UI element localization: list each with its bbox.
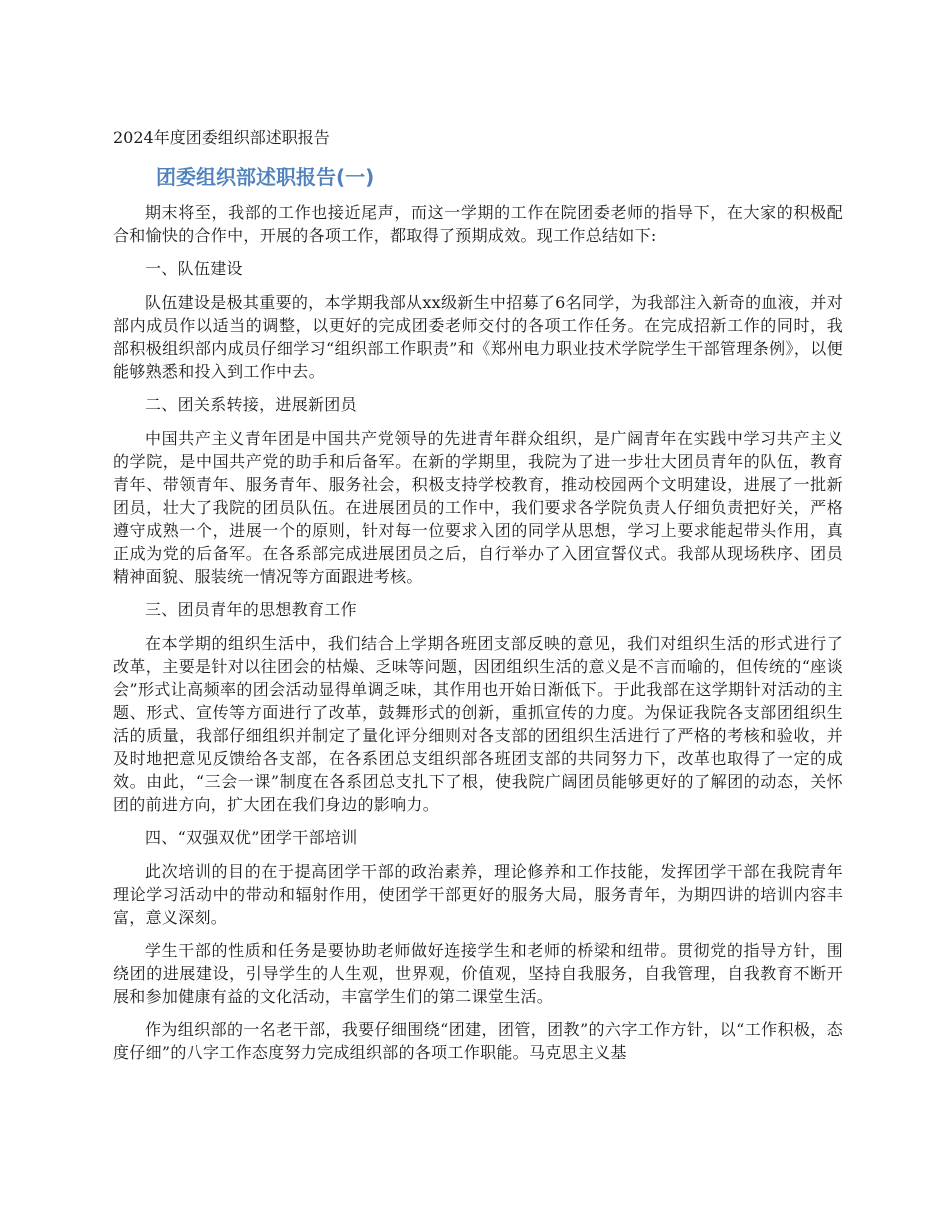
section-heading-2: 二、团关系转接，进展新团员: [145, 395, 357, 414]
section-heading-3: 三、团员青年的思想教育工作: [145, 600, 357, 619]
body-paragraph: 作为组织部的一名老干部，我要仔细围绕“团建，团管，团教”的六字工作方针，以“工作积极，态度仔细”的八字工作态度努力完成组织部的各项工作职能。马克思主义基: [113, 1020, 843, 1062]
body-paragraph: 队伍建设是极其重要的，本学期我部从xx级新生中招募了6名同学，为我部注入新奇的血液，并对部内成员作以适当的调整，以更好的完成团委老师交付的各项工作任务。在完成招新工作的同时，我部积极组织部内成员仔细学习“组织部工作职责”和《郑州电力职业技术学院学生干部管理条例》，以便能够熟悉和投入到工作中去。: [113, 293, 843, 381]
intro-paragraph: 期末将至，我部的工作也接近尾声，而这一学期的工作在院团委老师的指导下，在大家的积极配合和愉快的合作中，开展的各项工作，都取得了预期成效。现工作总结如下:: [113, 203, 843, 245]
body-paragraph: 中国共产主义青年团是中国共产党领导的先进青年群众组织，是广阔青年在实践中学习共产主义的学院，是中国共产党的助手和后备军。在新的学期里，我院为了进一步壮大团员青年的队伍，教育青年、带领青年、服务青年、服务社会，积极支持学校教育，推动校园两个文明建设，进展了一批新团员，壮大了我院的团员队伍。在进展团员的工作中，我们要求各学院负责人仔细负责把好关，严格遵守成熟一个，进展一个的原则，针对每一位要求入团的同学从思想，学习上要求能起带头作用，真正成为党的后备军。在各系部完成进展团员之后，自行举办了入团宣誓仪式。我部从现场秩序、团员精神面貌、服装统一情况等方面跟进考核。: [113, 429, 843, 586]
body-paragraph: 此次培训的目的在于提高团学干部的政治素养，理论修养和工作技能，发挥团学干部在我院青年理论学习活动中的带动和辐射作用，使团学干部更好的服务大局，服务青年，为期四讲的培训内容丰富，意义深刻。: [113, 862, 843, 927]
document-title: 2024年度团委组织部述职报告: [113, 128, 330, 147]
body-paragraph: 学生干部的性质和任务是要协助老师做好连接学生和老师的桥梁和纽带。贯彻党的指导方针，围绕团的进展建设，引导学生的人生观，世界观，价值观，坚持自我服务，自我管理，自我教育不断开展和参加健康有益的文化活动，丰富学生们的第二课堂生活。: [113, 941, 843, 1006]
body-paragraph: 在本学期的组织生活中，我们结合上学期各班团支部反映的意见，我们对组织生活的形式进行了改革，主要是针对以往团会的枯燥、乏味等问题，因团组织生活的意义是不言而喻的，但传统的“座谈会”形式让高频率的团会活动显得单调乏味，其作用也开始日渐低下。于此我部在这学期针对活动的主题、形式、宣传等方面进行了改革，鼓舞形式的创新，重抓宣传的力度。为保证我院各支部团组织生活的质量，我部仔细组织并制定了量化评分细则对各支部的团组织生活进行了严格的考核和验收，并及时地把意见反馈给各支部，在各系团总支组织部各班团支部的共同努力下，改革也取得了一定的成效。由此，“三会一课”制度在各系团总支扎下了根，使我院广阔团员能够更好的了解团的动态，关怀团的前进方向，扩大团在我们身边的影响力。: [113, 634, 843, 814]
document-body: [113, 201, 843, 1074]
section-heading-1: 一、队伍建设: [145, 259, 243, 278]
section-heading: 团委组织部述职报告(一): [156, 165, 375, 189]
section-heading-4: 四、“双强双优”团学干部培训: [145, 828, 358, 847]
